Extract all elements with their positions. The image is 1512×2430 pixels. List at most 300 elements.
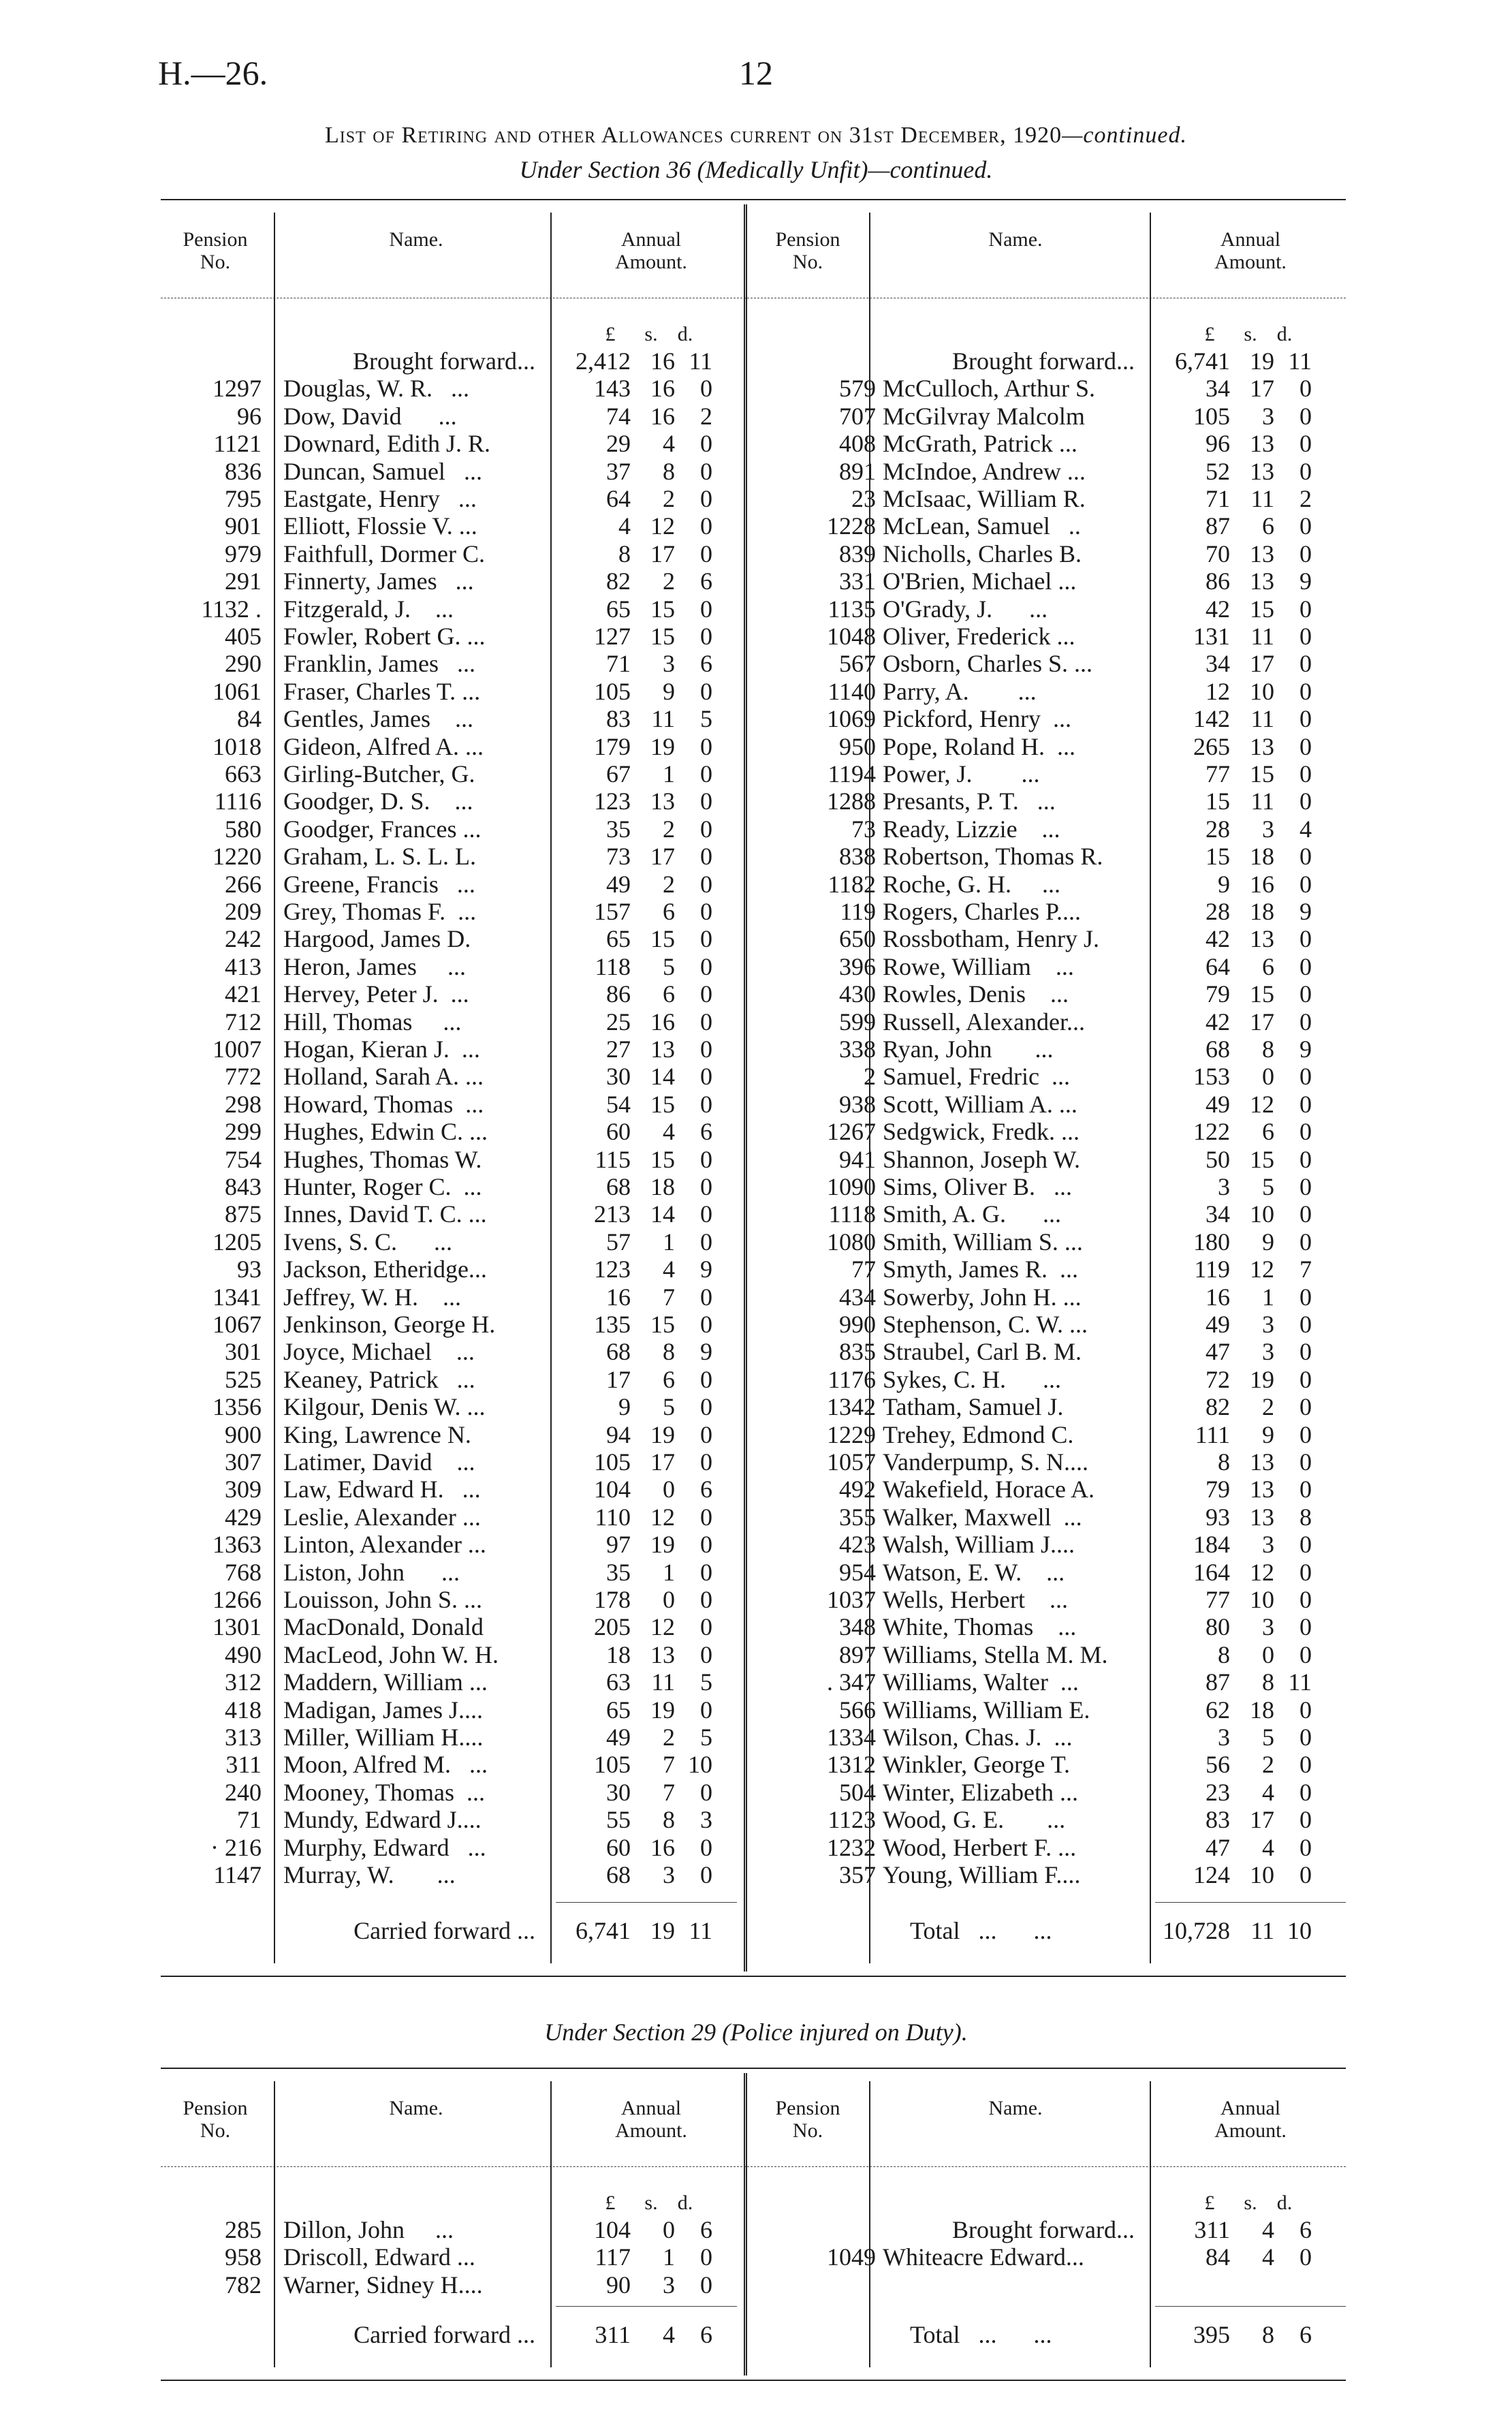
- pension-no: 795: [225, 485, 262, 512]
- pension-no: 1312: [827, 1751, 876, 1779]
- pensioner-name: Eastgate, Henry ...: [283, 485, 477, 512]
- pension-no-header: Pension No.: [775, 228, 840, 273]
- pension-no: 1334: [827, 1724, 876, 1751]
- shillings: 0: [1262, 1063, 1274, 1091]
- pence: 0: [700, 1393, 712, 1421]
- shillings: 19: [650, 732, 675, 760]
- pence: 0: [700, 815, 712, 843]
- pensioner-name: Tatham, Samuel J.: [883, 1393, 1064, 1421]
- shillings: 17: [650, 1448, 675, 1476]
- shillings: 7: [663, 1751, 675, 1779]
- shillings: 12: [1250, 1090, 1274, 1118]
- pence: 6: [700, 1118, 712, 1146]
- pounds: 30: [606, 1778, 631, 1806]
- pension-no: 950: [839, 732, 876, 760]
- brought-forward-row: [161, 2216, 1346, 2243]
- pence: 0: [700, 870, 712, 898]
- pence: 0: [1300, 2243, 1312, 2271]
- table-row: [161, 1806, 1346, 1833]
- pensioner-name: Sykes, C. H. ...: [883, 1365, 1062, 1393]
- pension-no: · 216: [210, 1833, 262, 1861]
- pensioner-name: Faithfull, Dormer C.: [283, 540, 485, 567]
- page-number: 12: [739, 54, 773, 92]
- pounds: 37: [606, 457, 631, 485]
- pensioner-name: Hargood, James D.: [283, 925, 471, 953]
- pounds: 97: [606, 1531, 631, 1559]
- pounds: 71: [1206, 485, 1230, 512]
- pence: 6: [1300, 2321, 1312, 2348]
- pensioner-name: Rowe, William ...: [883, 952, 1074, 980]
- pensioner-name: White, Thomas ...: [883, 1613, 1077, 1641]
- table-row: [161, 678, 1346, 705]
- pence: 0: [700, 1145, 712, 1173]
- pence: 0: [700, 788, 712, 815]
- pounds: 311: [595, 2321, 631, 2348]
- pension-no: 429: [225, 1503, 262, 1531]
- pensioner-name: Wakefield, Horace A.: [883, 1476, 1094, 1504]
- table-row: [161, 760, 1346, 788]
- pension-no: 838: [839, 843, 876, 871]
- pensioner-name: Mooney, Thomas ...: [283, 1778, 485, 1806]
- pension-no: 1182: [828, 870, 876, 898]
- table-row: [161, 1146, 1346, 1173]
- table-row: [161, 512, 1346, 540]
- pence: 0: [1300, 1531, 1312, 1559]
- pounds: 67: [606, 760, 631, 788]
- shillings-unit: s.: [644, 2192, 658, 2214]
- shillings: 4: [663, 1118, 675, 1146]
- pensioner-name: Walsh, William J....: [883, 1531, 1075, 1559]
- pounds: 28: [1206, 815, 1230, 843]
- pounds: 34: [1206, 650, 1230, 678]
- pounds: 135: [594, 1311, 631, 1338]
- pence: 10: [688, 1751, 712, 1779]
- pensioner-name: Power, J. ...: [883, 760, 1040, 788]
- shillings: 17: [1250, 650, 1274, 678]
- header-rule: [161, 2166, 1346, 2167]
- pension-no: 566: [839, 1696, 876, 1724]
- pension-no: 954: [839, 1558, 876, 1586]
- table-row: [161, 1200, 1346, 1228]
- pence: 9: [1300, 567, 1312, 595]
- table-row: [161, 1613, 1346, 1640]
- shillings: 15: [650, 925, 675, 953]
- pension-no: 897: [839, 1640, 876, 1668]
- pounds-unit: £: [605, 2192, 616, 2214]
- pence-unit: d.: [677, 323, 693, 345]
- pounds: 93: [1206, 1503, 1230, 1531]
- section36-table: [161, 199, 1346, 1977]
- shillings: 2: [1262, 1751, 1274, 1779]
- pence: 4: [1300, 815, 1312, 843]
- pensioner-name: Sims, Oliver B. ...: [883, 1173, 1073, 1200]
- pence: 0: [1300, 1393, 1312, 1421]
- pensioner-name: Parry, A. ...: [883, 677, 1037, 705]
- pensioner-name: Driscoll, Edward ...: [283, 2243, 475, 2271]
- pension-no: 1018: [212, 732, 262, 760]
- table-row: [161, 1668, 1346, 1696]
- table-top-rule: [161, 199, 1346, 200]
- pensioner-name: Grey, Thomas F. ...: [283, 898, 477, 925]
- shillings: 3: [663, 2271, 675, 2299]
- pension-no: 1228: [827, 512, 876, 540]
- pounds: 105: [594, 1448, 631, 1476]
- pensioner-name: Linton, Alexander ...: [283, 1531, 486, 1559]
- table-row: [161, 1063, 1346, 1090]
- pension-no: 990: [839, 1311, 876, 1338]
- pension-no: 1363: [212, 1531, 262, 1559]
- pensioner-name: Leslie, Alexander ...: [283, 1503, 481, 1531]
- pence: 0: [1300, 1778, 1312, 1806]
- pensioner-name: Mundy, Edward J....: [283, 1806, 482, 1834]
- pension-no: 423: [839, 1531, 876, 1559]
- pension-no: 355: [839, 1503, 876, 1531]
- pension-no: 1048: [827, 623, 876, 650]
- pence: 6: [700, 2321, 712, 2348]
- pence: 0: [700, 1365, 712, 1393]
- shillings: 2: [663, 870, 675, 898]
- pence: 0: [700, 512, 712, 540]
- pence: 0: [1300, 760, 1312, 788]
- shillings: 19: [650, 1531, 675, 1559]
- pensioner-name: Rossbotham, Henry J.: [883, 925, 1099, 953]
- pence: 0: [700, 1448, 712, 1476]
- pensioner-name: Dow, David ...: [283, 402, 457, 430]
- pensioner-name: Wood, Herbert F. ...: [883, 1833, 1077, 1861]
- shillings: 4: [1262, 1778, 1274, 1806]
- pensioner-name: Smith, A. G. ...: [883, 1200, 1062, 1228]
- pence: 0: [1300, 1833, 1312, 1861]
- pounds: 86: [1206, 567, 1230, 595]
- shillings: 6: [1262, 1118, 1274, 1146]
- pounds: 68: [606, 1173, 631, 1200]
- pounds: 123: [594, 1256, 631, 1283]
- pence: 0: [1300, 1586, 1312, 1613]
- shillings-unit: s.: [644, 323, 658, 345]
- pence: 0: [1300, 1365, 1312, 1393]
- pounds: 87: [1206, 512, 1230, 540]
- pence: 0: [700, 1008, 712, 1035]
- shillings: 1: [1262, 1283, 1274, 1311]
- pensioner-name: Wood, G. E. ...: [883, 1806, 1066, 1834]
- pounds: 9: [1218, 870, 1230, 898]
- pension-no: 941: [839, 1145, 876, 1173]
- table-row: [161, 595, 1346, 623]
- shillings: 11: [1250, 705, 1274, 733]
- pounds: 65: [606, 1696, 631, 1724]
- pensioner-name: Hughes, Edwin C. ...: [283, 1118, 488, 1146]
- pensioner-name: Downard, Edith J. R.: [283, 430, 490, 458]
- pension-no: 650: [839, 925, 876, 953]
- shillings: 19: [650, 1420, 675, 1448]
- pensioner-name: Young, William F....: [883, 1861, 1081, 1888]
- pension-no: . 347: [827, 1668, 876, 1696]
- shillings: 11: [1250, 788, 1274, 815]
- pounds: 84: [1206, 2243, 1230, 2271]
- pensioner-name: Gideon, Alfred A. ...: [283, 732, 484, 760]
- pensioner-name: Vanderpump, S. N....: [883, 1448, 1088, 1476]
- pension-no: 1037: [827, 1586, 876, 1613]
- pence: 0: [1300, 1338, 1312, 1366]
- pounds: 49: [1206, 1090, 1230, 1118]
- pension-no: 1090: [827, 1173, 876, 1200]
- pension-no: 579: [839, 375, 876, 403]
- pensioner-name: Jackson, Etheridge...: [283, 1256, 487, 1283]
- pounds: 80: [1206, 1613, 1230, 1641]
- shillings: 13: [1250, 567, 1274, 595]
- pensioner-name: Maddern, William ...: [283, 1668, 488, 1696]
- table-row: [161, 1035, 1346, 1063]
- pensioner-name: Duncan, Samuel ...: [283, 457, 482, 485]
- pence: 0: [700, 375, 712, 403]
- shillings: 2: [1262, 1393, 1274, 1421]
- pence: 0: [1300, 1558, 1312, 1586]
- pence: 0: [700, 1531, 712, 1559]
- shillings: 4: [1262, 2216, 1274, 2243]
- table-row: [161, 1861, 1346, 1888]
- shillings: 13: [1250, 1448, 1274, 1476]
- pensioner-name: Graham, L. S. L. L.: [283, 843, 476, 871]
- pounds: 3: [1218, 1173, 1230, 1200]
- pence: 0: [700, 980, 712, 1008]
- pence: 0: [1300, 595, 1312, 623]
- pensioner-name: McCulloch, Arthur S.: [883, 375, 1095, 403]
- table-row: [161, 1228, 1346, 1256]
- pounds: 77: [1206, 760, 1230, 788]
- pence: 0: [1300, 1476, 1312, 1504]
- shillings: 10: [1250, 1861, 1274, 1888]
- pence: 0: [1300, 1861, 1312, 1888]
- table-row: [161, 1641, 1346, 1668]
- pounds: 143: [594, 375, 631, 403]
- pounds: 56: [1206, 1751, 1230, 1779]
- sum-rule: [1155, 2306, 1346, 2307]
- shillings: 8: [1262, 2321, 1274, 2348]
- shillings: 12: [650, 512, 675, 540]
- pension-no-header: Pension No.: [775, 2096, 840, 2142]
- pensioner-name: Walker, Maxwell ...: [883, 1503, 1082, 1531]
- pension-no: 84: [237, 705, 262, 733]
- pence: 0: [700, 1090, 712, 1118]
- table-row: [161, 898, 1346, 925]
- pounds: 65: [606, 925, 631, 953]
- name-header: Name.: [988, 228, 1043, 251]
- shillings: 13: [1250, 732, 1274, 760]
- pension-no: 331: [839, 567, 876, 595]
- pounds: 34: [1206, 375, 1230, 403]
- pence: 11: [1288, 1668, 1312, 1696]
- shillings: 0: [663, 1586, 675, 1613]
- pensioner-name: McIsaac, William R.: [883, 485, 1086, 512]
- pounds: 104: [594, 1476, 631, 1504]
- shillings: 3: [1262, 1311, 1274, 1338]
- pension-no: 338: [839, 1035, 876, 1063]
- shillings: 5: [1262, 1724, 1274, 1751]
- pounds: 127: [594, 623, 631, 650]
- pensioner-name: Samuel, Fredric ...: [883, 1063, 1070, 1091]
- pension-no: 836: [225, 457, 262, 485]
- pension-no: 23: [851, 485, 876, 512]
- pounds: 82: [606, 567, 631, 595]
- shillings: 15: [650, 1090, 675, 1118]
- pence: 11: [689, 1917, 712, 1944]
- pence-unit: d.: [677, 2192, 693, 2214]
- pensioner-name: O'Brien, Michael ...: [883, 567, 1077, 595]
- pounds: 35: [606, 1558, 631, 1586]
- pence: 0: [700, 1503, 712, 1531]
- table-row: [161, 2271, 1346, 2299]
- pension-no: 843: [225, 1173, 262, 1200]
- pension-no: 901: [225, 512, 262, 540]
- pence: 0: [1300, 402, 1312, 430]
- pensioner-name: Hervey, Peter J. ...: [283, 980, 469, 1008]
- table-row: [161, 1834, 1346, 1861]
- pounds: 73: [606, 843, 631, 871]
- pensioner-name: McLean, Samuel ..: [883, 512, 1081, 540]
- pension-no: 1061: [212, 677, 262, 705]
- pounds: 17: [606, 1365, 631, 1393]
- shillings: 16: [1250, 870, 1274, 898]
- pence: 6: [700, 1476, 712, 1504]
- shillings: 0: [663, 2216, 675, 2243]
- shillings: 19: [1250, 347, 1274, 375]
- pounds: 118: [595, 952, 631, 980]
- pence: 0: [700, 1420, 712, 1448]
- pensioner-name: Ivens, S. C. ...: [283, 1228, 453, 1256]
- pounds: 6,741: [576, 1917, 631, 1944]
- pounds: 105: [594, 1751, 631, 1779]
- pounds: 72: [1206, 1365, 1230, 1393]
- pensioner-name: Jenkinson, George H.: [283, 1311, 496, 1338]
- pounds: 8: [1218, 1640, 1230, 1668]
- pensioner-name: McGrath, Patrick ...: [883, 430, 1077, 458]
- brought-forward-label: Brought forward...: [952, 2216, 1135, 2243]
- pence: 0: [700, 1558, 712, 1586]
- pence: 0: [700, 1228, 712, 1256]
- pension-no: 242: [225, 925, 262, 953]
- pounds: 62: [1206, 1696, 1230, 1724]
- pounds: 18: [606, 1640, 631, 1668]
- pence: 0: [1300, 1751, 1312, 1779]
- table-row: [161, 540, 1346, 567]
- table-top-rule: [161, 2068, 1346, 2069]
- pension-no: 979: [225, 540, 262, 567]
- shillings: 3: [1262, 1338, 1274, 1366]
- pensioner-name: Murray, W. ...: [283, 1861, 456, 1888]
- brought-forward-label: Brought forward...: [353, 347, 535, 375]
- shillings: 19: [1250, 1365, 1274, 1393]
- section36-subtitle: Under Section 36 (Medically Unfit)—continued.: [519, 156, 993, 183]
- pension-no-header: Pension No.: [183, 2096, 248, 2142]
- table-row: [161, 1338, 1346, 1365]
- pensioner-name: Hogan, Kieran J. ...: [283, 1035, 480, 1063]
- pensioner-name: Scott, William A. ...: [883, 1090, 1077, 1118]
- list-title: [0, 123, 1512, 149]
- pensioner-name: Kilgour, Denis W. ...: [283, 1393, 486, 1421]
- pounds: 68: [1206, 1035, 1230, 1063]
- pounds: 60: [606, 1118, 631, 1146]
- pensioner-name: Warner, Sidney H....: [283, 2271, 483, 2299]
- pounds: 23: [1206, 1778, 1230, 1806]
- section29-table: [161, 2068, 1346, 2381]
- shillings: 15: [1250, 595, 1274, 623]
- pension-no: 1267: [827, 1118, 876, 1146]
- pence: 0: [1300, 1420, 1312, 1448]
- pensioner-name: Williams, William E.: [883, 1696, 1090, 1724]
- pounds: 68: [606, 1861, 631, 1888]
- shillings: 13: [1250, 1503, 1274, 1531]
- pence-unit: d.: [1276, 323, 1293, 345]
- pensioner-name: Madigan, James J....: [283, 1696, 483, 1724]
- pensioner-name: Wilson, Chas. J. ...: [883, 1724, 1073, 1751]
- pensioner-name: Miller, William H....: [283, 1724, 484, 1751]
- pension-no: 1232: [827, 1833, 876, 1861]
- name-header: Name.: [389, 228, 443, 251]
- pence: 0: [700, 1173, 712, 1200]
- pensioner-name: McGilvray Malcolm: [883, 402, 1085, 430]
- pence: 0: [1300, 1145, 1312, 1173]
- pension-no: 1194: [828, 760, 876, 788]
- table-row: [161, 925, 1346, 952]
- shillings: 15: [1250, 980, 1274, 1008]
- table-row: [161, 1091, 1346, 1118]
- pension-no: 835: [839, 1338, 876, 1366]
- pounds: 54: [606, 1090, 631, 1118]
- pounds: 64: [606, 485, 631, 512]
- pence: 0: [700, 540, 712, 567]
- table-row: [161, 980, 1346, 1008]
- shillings: 13: [1250, 457, 1274, 485]
- pence: 0: [1300, 705, 1312, 733]
- shillings: 14: [650, 1200, 675, 1228]
- pounds: 87: [1206, 1668, 1230, 1696]
- table-row: [161, 1779, 1346, 1806]
- shillings: 19: [650, 1696, 675, 1724]
- pension-no: 408: [839, 430, 876, 458]
- pension-no: 768: [225, 1558, 262, 1586]
- pensioner-name: Whiteacre Edward...: [883, 2243, 1084, 2271]
- pension-no: 492: [839, 1476, 876, 1504]
- pensioner-name: Hill, Thomas ...: [283, 1008, 462, 1035]
- pence: 0: [1300, 1228, 1312, 1256]
- shillings: 15: [650, 1145, 675, 1173]
- shillings: 13: [1250, 1476, 1274, 1504]
- pensioner-name: Osborn, Charles S. ...: [883, 650, 1092, 678]
- pensioner-name: Ready, Lizzie ...: [883, 815, 1060, 843]
- shillings: 3: [1262, 1613, 1274, 1641]
- pensioner-name: Pope, Roland H. ...: [883, 732, 1075, 760]
- pension-no: 891: [839, 457, 876, 485]
- table-row: [161, 788, 1346, 815]
- annual-amount-header: Annual Amount.: [1214, 2096, 1287, 2142]
- sum-rule: [556, 2306, 737, 2307]
- pensioner-name: Rogers, Charles P....: [883, 898, 1081, 925]
- pounds: 164: [1193, 1558, 1230, 1586]
- pension-no: 209: [225, 898, 262, 925]
- shillings: 12: [1250, 1558, 1274, 1586]
- pence: 0: [1300, 1008, 1312, 1035]
- pounds: 131: [1193, 623, 1230, 650]
- pounds: 4: [618, 512, 631, 540]
- pensioner-name: Goodger, D. S. ...: [283, 788, 473, 815]
- pence: 0: [700, 1640, 712, 1668]
- pence: 6: [700, 567, 712, 595]
- pensioner-name: Girling-Butcher, G.: [283, 760, 475, 788]
- shillings: 6: [663, 898, 675, 925]
- pence: 0: [1300, 430, 1312, 458]
- shillings: 2: [663, 485, 675, 512]
- pounds: 74: [606, 402, 631, 430]
